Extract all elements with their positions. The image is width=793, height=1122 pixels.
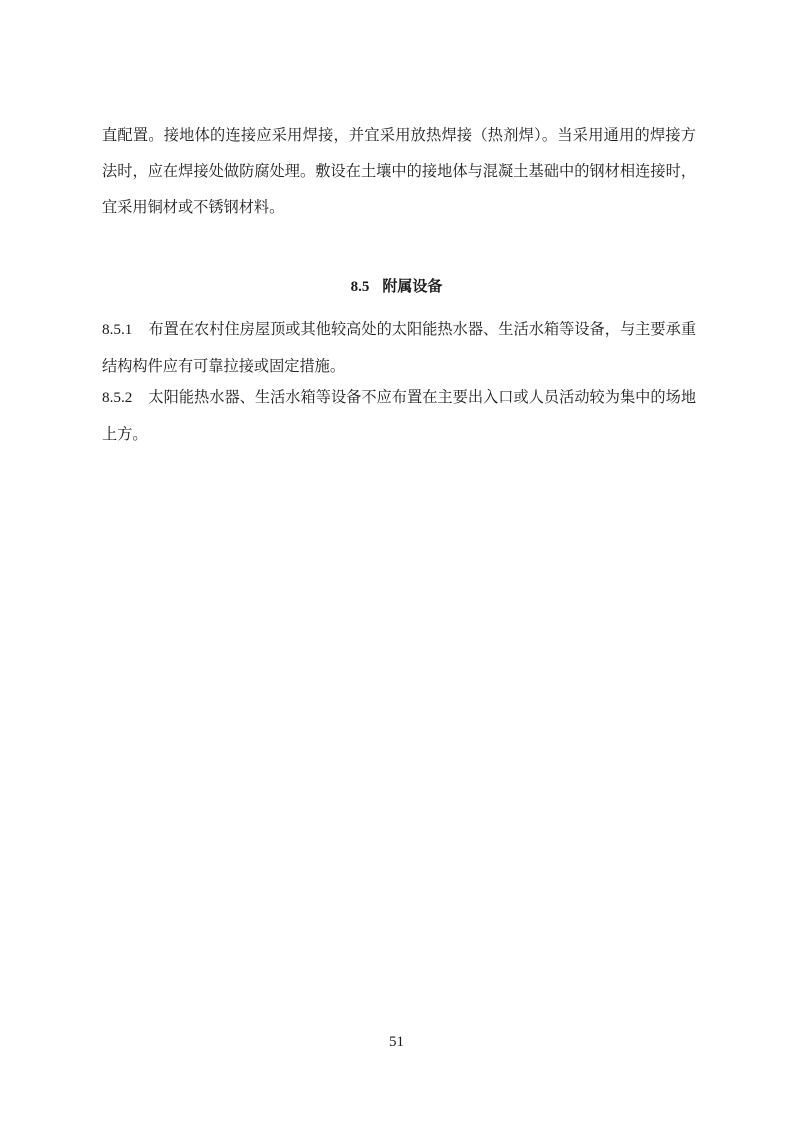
- clause-number: 8.5.1: [102, 321, 133, 338]
- section-number: 8.5: [350, 279, 370, 295]
- intro-paragraph: 直配置。接地体的连接应采用焊接，并宜采用放热焊接（热剂焊）。当采用通用的焊接方法时，应在焊接处做防腐处理。敷设在土壤中的接地体与混凝土基础中的钢材相连接时，宜采用铜材或不锈钢材料。: [102, 126, 696, 216]
- clause-8-5-1: [102, 311, 696, 384]
- clause-text: 太阳能热水器、生活水箱等设备不应布置在主要出入口或人员活动较为集中的场地上方。: [102, 388, 696, 443]
- section-heading: [0, 271, 793, 302]
- section-title: 附属设备: [382, 277, 443, 295]
- clause-number: 8.5.2: [102, 389, 133, 406]
- page-number: 51: [389, 1034, 404, 1050]
- clause-8-5-2: [102, 379, 696, 452]
- clause-text: 布置在农村住房屋顶或其他较高处的太阳能热水器、生活水箱等设备，与主要承重结构构件应有可靠拉接或固定措施。: [102, 320, 696, 375]
